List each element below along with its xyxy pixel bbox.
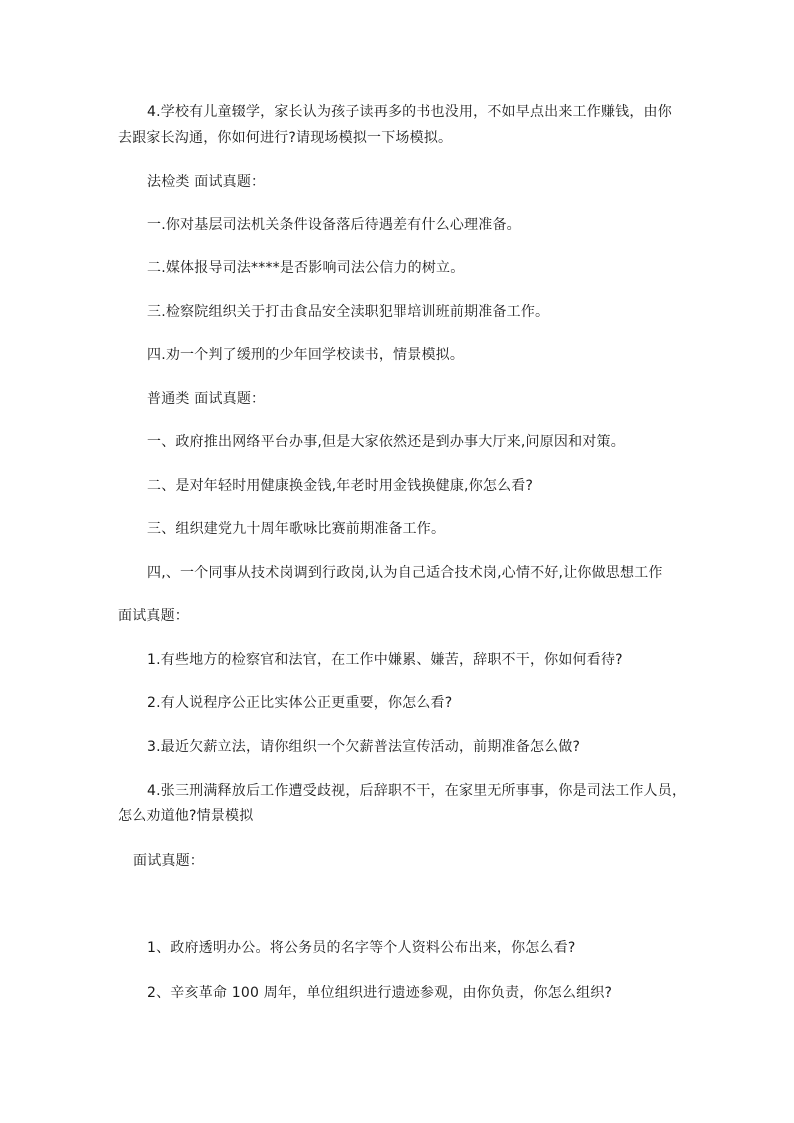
question-4-line-2: 去跟家长沟通，你如何进行?请现场模拟一下场模拟。 xyxy=(118,130,453,146)
question-4-line-1: 4.学校有儿童辍学，家长认为孩子读再多的书也没用，不如早点出来工作赚钱，由你 xyxy=(147,104,672,120)
interview-question-3: 3.最近欠薪立法，请你组织一个欠薪普法宣传活动，前期准备怎么做? xyxy=(147,739,581,755)
law-question-3: 三.检察院组织关于打击食品安全渎职犯罪培训班前期准备工作。 xyxy=(147,304,550,320)
law-question-1: 一.你对基层司法机关条件设备落后待遇差有什么心理准备。 xyxy=(147,217,521,233)
final-question-1: 1、政府透明办公。将公务员的名字等个人资料公布出来，你怎么看? xyxy=(147,940,576,956)
section-heading-general: 普通类 面试真题： xyxy=(147,391,266,407)
final-question-2: 2、辛亥革命 100 周年，单位组织进行遗迹参观，由你负责，你怎么组织? xyxy=(147,985,613,1001)
interview-question-2: 2.有人说程序公正比实体公正更重要，你怎么看? xyxy=(147,695,453,711)
section-heading-interview-1: 面试真题： xyxy=(118,608,189,624)
general-question-4: 四,、一个同事从技术岗调到行政岗,认为自己适合技术岗,心情不好,让你做思想工作 xyxy=(147,565,663,581)
general-question-1: 一、政府推出网络平台办事,但是大家依然还是到办事大厅来,问原因和对策。 xyxy=(147,434,625,450)
general-question-3: 三、组织建党九十周年歌咏比赛前期准备工作。 xyxy=(147,521,446,537)
law-question-4: 四.劝一个判了缓刑的少年回学校读书，情景模拟。 xyxy=(147,347,465,363)
general-question-2: 二、是对年轻时用健康换金钱,年老时用金钱换健康,你怎么看? xyxy=(147,478,534,494)
interview-question-4-line-2: 怎么劝道他?情景模拟 xyxy=(118,808,254,824)
section-heading-law: 法检类 面试真题： xyxy=(147,174,266,190)
interview-question-4-line-1: 4.张三刑满释放后工作遭受歧视，后辞职不干，在家里无所事事，你是司法工作人员， xyxy=(147,783,687,799)
section-heading-interview-2: 面试真题： xyxy=(133,853,204,869)
interview-question-1: 1.有些地方的检察官和法官，在工作中嫌累、嫌苦，辞职不干，你如何看待? xyxy=(147,652,623,668)
law-question-2: 二.媒体报导司法****是否影响司法公信力的树立。 xyxy=(147,260,465,276)
